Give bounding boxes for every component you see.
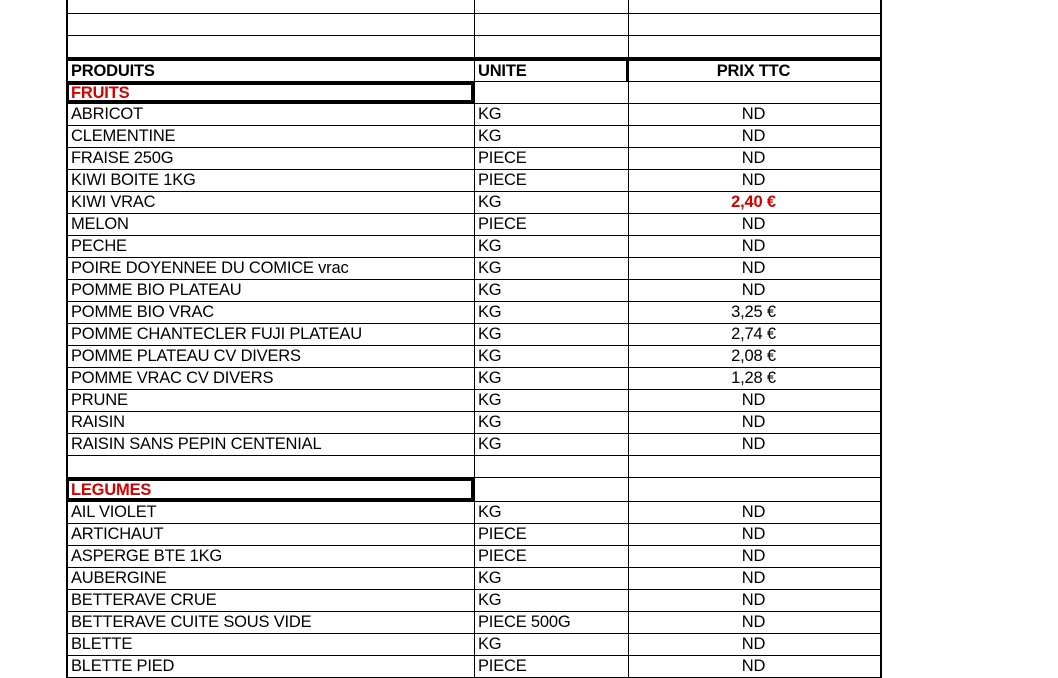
table-row [66,390,882,412]
unit-cell: KG [474,258,628,279]
unit-cell: KG [474,590,628,611]
product-cell: BLETTE PIED [66,656,474,677]
unit-cell: KG [474,104,628,125]
price-cell: ND [628,656,882,677]
legumes-list [66,502,882,678]
section-legumes [66,478,882,502]
table-row [66,346,882,368]
price-cell: ND [628,434,882,455]
product-cell: MELON [66,214,474,235]
table-row [66,258,882,280]
unit-cell: KG [474,346,628,367]
table-row [66,590,882,612]
product-cell: POMME VRAC CV DIVERS [66,368,474,389]
price-cell: 1,28 € [628,368,882,389]
table-row [66,170,882,192]
unit-cell: KG [474,412,628,433]
unit-cell: KG [474,568,628,589]
table-row [66,568,882,590]
price-cell: 2,40 € [628,192,882,213]
unit-cell: PIECE [474,524,628,545]
unit-cell: KG [474,390,628,411]
product-cell: BETTERAVE CRUE [66,590,474,611]
price-cell: ND [628,546,882,567]
price-cell: ND [628,126,882,147]
unit-cell: KG [474,434,628,455]
product-cell: AUBERGINE [66,568,474,589]
price-cell: ND [628,412,882,433]
price-cell: ND [628,524,882,545]
product-cell: PECHE [66,236,474,257]
table-row [66,412,882,434]
table-row [66,612,882,634]
table-row [66,126,882,148]
price-cell: ND [628,590,882,611]
section-title-fruits: FRUITS [66,82,474,103]
product-cell: POMME CHANTECLER FUJI PLATEAU [66,324,474,345]
table-row [66,104,882,126]
unit-cell: KG [474,302,628,323]
price-cell: ND [628,148,882,169]
unit-cell: KG [474,236,628,257]
unit-cell: KG [474,634,628,655]
table-row [66,148,882,170]
product-cell: CLEMENTINE [66,126,474,147]
product-cell: POIRE DOYENNEE DU COMICE vrac [66,258,474,279]
header-prix: PRIX TTC [628,61,882,81]
price-cell: ND [628,502,882,523]
product-cell: ASPERGE BTE 1KG [66,546,474,567]
unit-cell: KG [474,126,628,147]
table-header [66,58,882,82]
unit-cell: KG [474,368,628,389]
unit-cell: KG [474,192,628,213]
price-cell: 3,25 € [628,302,882,323]
table-row [66,302,882,324]
product-cell: KIWI VRAC [66,192,474,213]
section-title-legumes: LEGUMES [66,478,474,501]
price-table [66,0,882,678]
table-row [66,502,882,524]
product-cell: BETTERAVE CUITE SOUS VIDE [66,612,474,633]
table-row [66,214,882,236]
unit-cell: PIECE [474,656,628,677]
price-cell: ND [628,236,882,257]
unit-cell: PIECE [474,148,628,169]
price-cell: ND [628,612,882,633]
table-row [66,434,882,456]
product-cell: POMME BIO PLATEAU [66,280,474,301]
unit-cell: KG [474,280,628,301]
unit-cell: KG [474,324,628,345]
table-row [66,280,882,302]
product-cell: BLETTE [66,634,474,655]
header-unite: UNITE [474,61,628,81]
unit-cell: KG [474,502,628,523]
table-row [66,634,882,656]
section-fruits [66,82,882,104]
table-row [66,192,882,214]
product-cell: PRUNE [66,390,474,411]
header-produits: PRODUITS [66,61,474,81]
unit-cell: PIECE 500G [474,612,628,633]
unit-cell: PIECE [474,214,628,235]
product-cell: ARTICHAUT [66,524,474,545]
product-cell: POMME BIO VRAC [66,302,474,323]
product-cell: AIL VIOLET [66,502,474,523]
table-row [66,236,882,258]
price-cell: ND [628,170,882,191]
product-cell: POMME PLATEAU CV DIVERS [66,346,474,367]
table-row [66,524,882,546]
table-row [66,546,882,568]
product-cell: RAISIN SANS PEPIN CENTENIAL [66,434,474,455]
price-cell: ND [628,280,882,301]
table-row [66,368,882,390]
price-cell: ND [628,258,882,279]
table-row [66,324,882,346]
product-cell: RAISIN [66,412,474,433]
fruits-list [66,104,882,456]
price-cell: ND [628,634,882,655]
unit-cell: PIECE [474,546,628,567]
price-cell: ND [628,214,882,235]
blank-row [66,36,882,58]
blank-row [66,0,882,14]
blank-row [66,14,882,36]
price-cell: ND [628,104,882,125]
price-cell: ND [628,568,882,589]
blank-row [66,456,882,478]
product-cell: ABRICOT [66,104,474,125]
product-cell: KIWI BOITE 1KG [66,170,474,191]
price-cell: 2,74 € [628,324,882,345]
unit-cell: PIECE [474,170,628,191]
price-cell: 2,08 € [628,346,882,367]
price-cell: ND [628,390,882,411]
product-cell: FRAISE 250G [66,148,474,169]
